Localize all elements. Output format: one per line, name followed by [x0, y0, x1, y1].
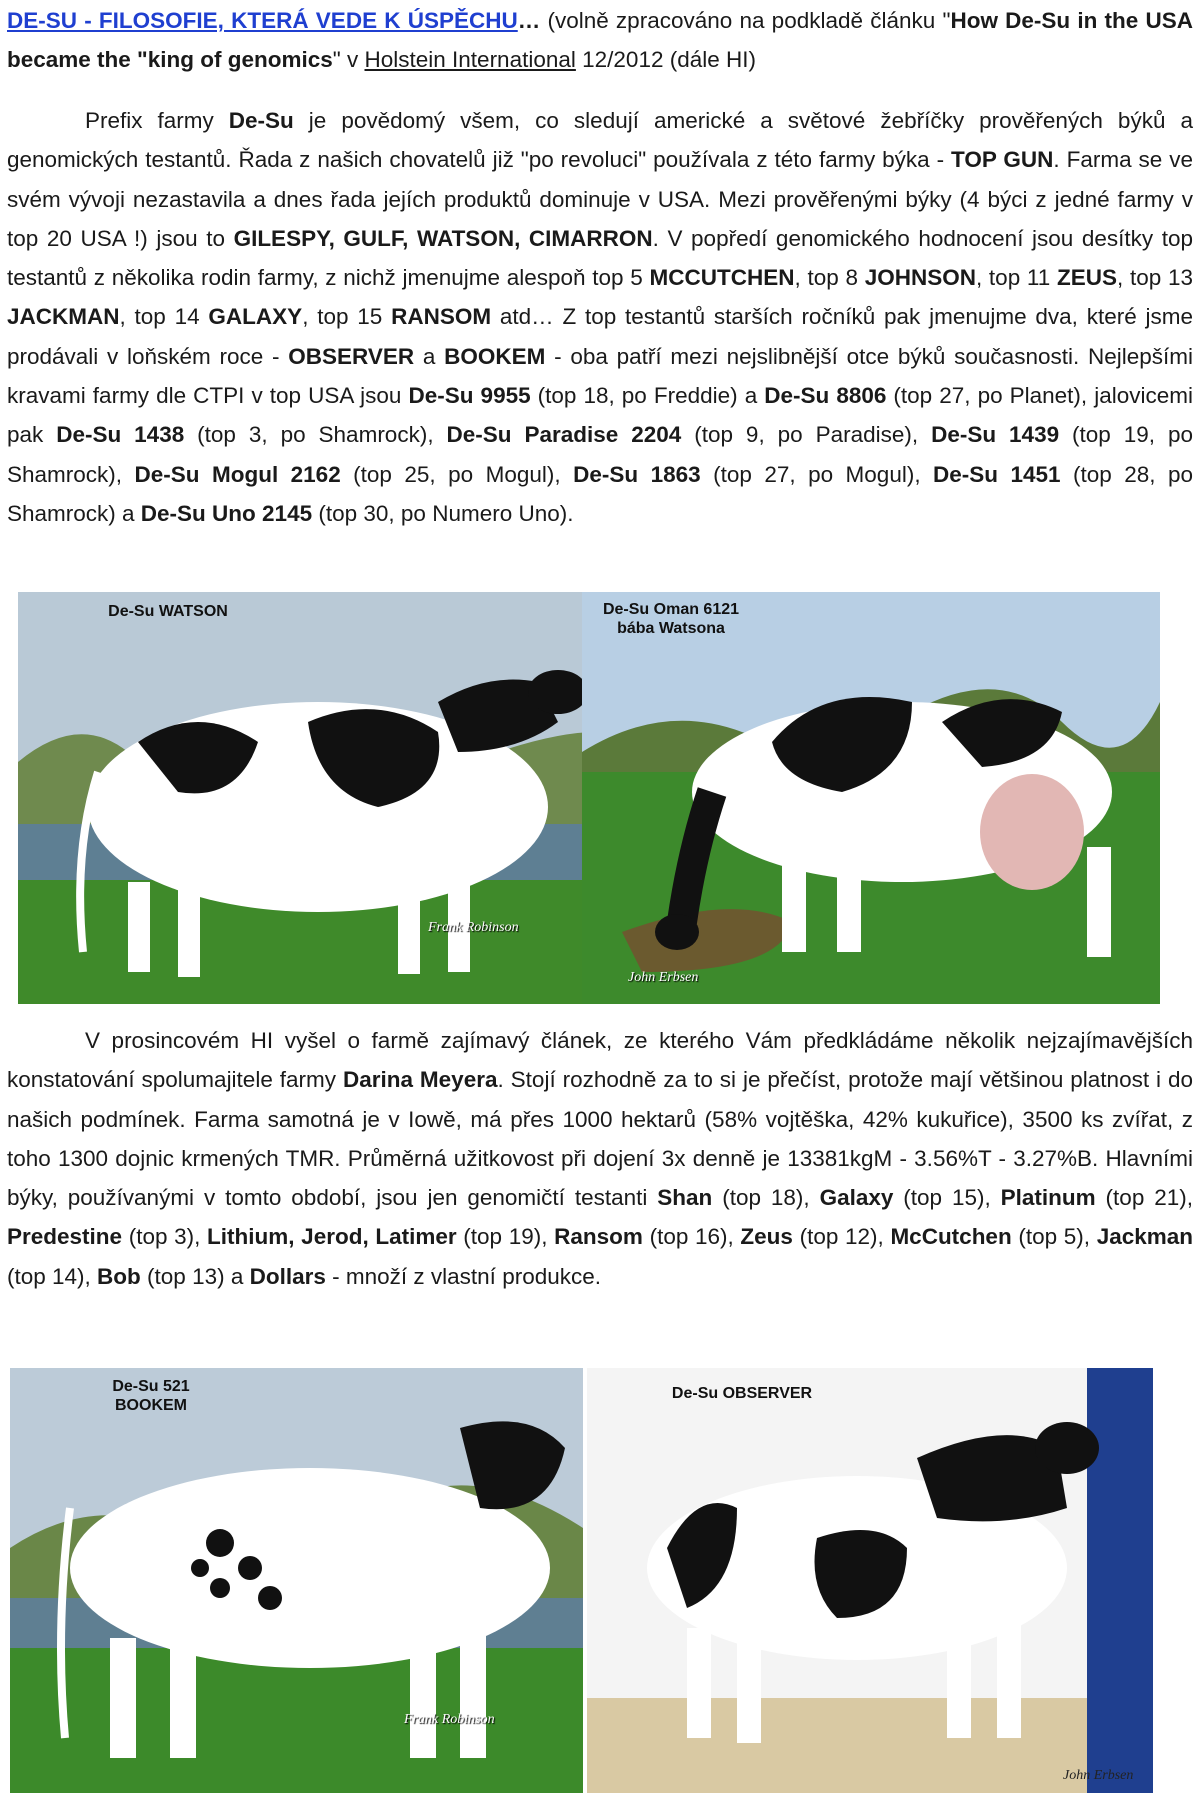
article-heading: [7, 1, 1193, 80]
photo-credit: Frank Robinson: [428, 920, 519, 935]
photo-caption-line-2: bába Watsona: [617, 620, 725, 637]
intro-text: (volně zpracováno na podkladě článku ": [540, 8, 951, 33]
photo-credit: John Erbsen: [1063, 1768, 1134, 1783]
photo-credit: Frank Robinson: [404, 1712, 495, 1727]
photo-caption: De-Su OBSERVER: [671, 1385, 813, 1402]
photo-observer: [587, 1368, 1153, 1793]
photo-caption: De-Su 521 BOOKEM: [112, 1378, 190, 1414]
photo-credit: John Erbsen: [628, 970, 699, 985]
photo-watson: [18, 592, 596, 1004]
photo-caption: [586, 600, 756, 638]
paragraph-2: V prosincovém HI vyšel o farmě zajímavý článek, ze kterého Vám předkládáme několik nejzajímavějších konstatování spolumajitele farmy Darina Meyera. Stojí rozhodně za to si je přečíst, protože mají většinou platnost i do našich podmínek. Farma samotná je v Iowě, má přes 1000 hektarů (58% vojtěška, 42% kukuřice), 3500 ks zvířat, z toho 1300 dojnic krmených TMR. Průměrná užitkovost při dojení 3x denně je 13381kgM - 3.56%T - 3.27%B. Hlavními býky, používanými v tomto období, jsou jen genomičtí testanti Shan (top 18), Galaxy (top 15), Platinum (top 21), Predestine (top 3), Lithium, Jerod, Latimer (top 19), Ransom (top 16), Zeus (top 12), McCutchen (top 5), Jackman (top 14), Bob (top 13) a Dollars - množí z vlastní produkce.: [7, 1028, 1194, 1289]
magazine-name: Holstein International: [364, 47, 576, 73]
photo-caption: De-Su WATSON: [108, 603, 228, 620]
photo-caption-line-1: De-Su Oman 6121: [602, 601, 740, 618]
intro-text: " v: [332, 47, 365, 73]
source-article-title: How De-Su in the USA became the "king of genomics: [7, 8, 1194, 73]
intro-text: 12/2012 (dále HI): [575, 47, 757, 73]
article-title-link[interactable]: DE-SU - FILOSOFIE, KTERÁ VEDE K ÚSPĚCHU: [7, 8, 518, 33]
photo-oman: [582, 592, 1160, 1004]
photo-bookem: [10, 1368, 583, 1793]
paragraph-1: Prefix farmy De-Su je povědomý všem, co sledují americké a světové žebříčky prověřených býků a genomických testantů. Řada z našich chovatelů již "po revoluci" používala z této farmy býka - TOP GUN. Farma se ve svém vývoji nezastavila a dnes řada jejích produktů dominuje v USA. Mezi prověřenými býky (4 býci z jedné farmy v top 20 USA !) jsou to GILESPY, GULF, WATSON, CIMARRON. V popředí genomického hodnocení jsou desítky top testantů z několika rodin farmy, z nichž jmenujme alespoň top 5 MCCUTCHEN, top 8 JOHNSON, top 11 ZEUS, top 13 JACKMAN, top 14 GALAXY, top 15 RANSOM atd… Z top testantů starších ročníků pak jmenujme dva, které jsme prodávali v loňském roce - OBSERVER a BOOKEM - oba patří mezi nejslibnější otce býků současnosti. Nejlepšími kravami farmy dle CTPI v top USA jsou De-Su 9955 (top 18, po Freddie) a De-Su 8806 (top 27, po Planet), jalovicemi pak De-Su 1438 (top 3, po Shamrock), De-Su Paradise 2204 (top 9, po Paradise), De-Su 1439 (top 19, po Shamrock), De-Su Mogul 2162 (top 25, po Mogul), De-Su 1863 (top 27, po Mogul), De-Su 1451 (top 28, po Shamrock) a De-Su Uno 2145 (top 30, po Numero Uno).: [7, 108, 1194, 526]
title-ellipsis: …: [517, 8, 541, 33]
